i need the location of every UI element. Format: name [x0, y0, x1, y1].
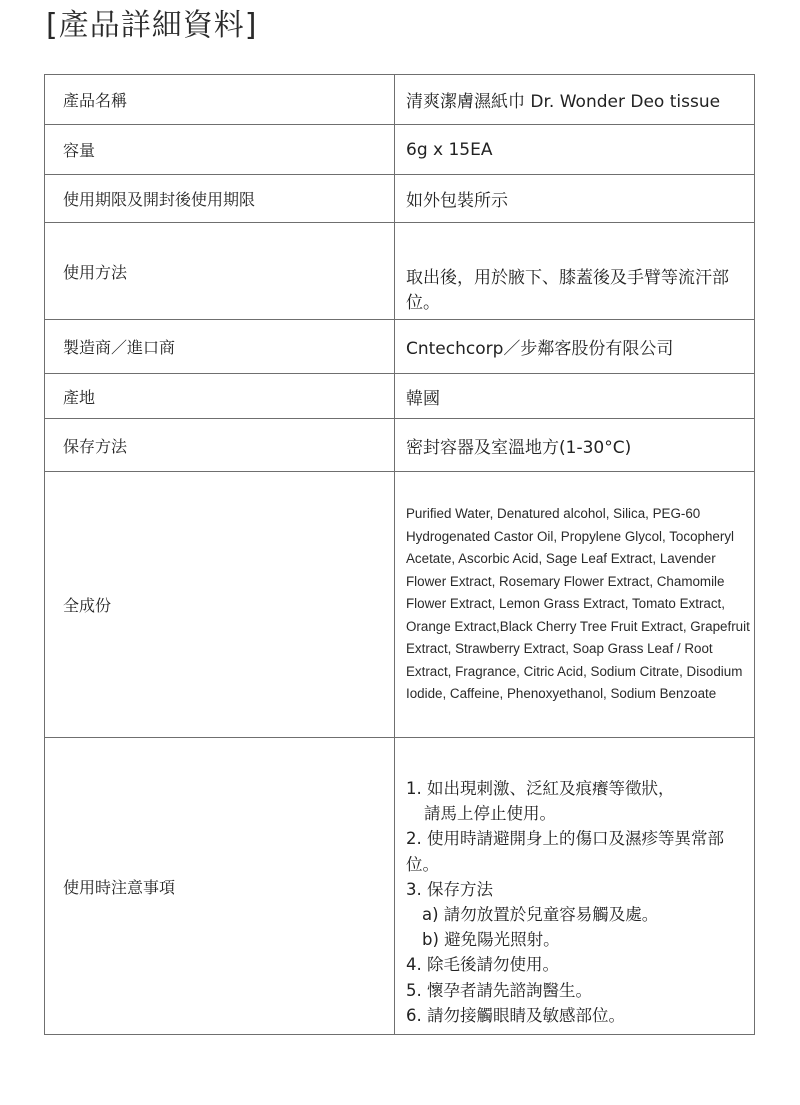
caution-item: 3. 保存方法	[406, 879, 493, 899]
product-name-label: 產品名稱	[45, 75, 395, 125]
table-row-cautions	[45, 738, 755, 1035]
caution-item: 2. 使用時請避開身上的傷口及濕疹等異常部位。	[406, 829, 724, 874]
capacity-value: 6g x 15EA	[395, 125, 755, 175]
page-title: [產品詳細資料]	[46, 8, 258, 43]
caution-item: 4. 除毛後請勿使用。	[406, 955, 559, 975]
ingredients-label: 全成份	[45, 472, 395, 738]
storage-value: 密封容器及室溫地方(1-30°C)	[395, 419, 755, 472]
usage-value: 取出後，用於腋下、膝蓋後及手臂等流汗部位。	[406, 268, 729, 313]
table-row-product-name	[45, 75, 755, 125]
table-row-capacity	[45, 125, 755, 175]
manufacturer-value: Cntechcorp／步鄰客股份有限公司	[395, 320, 755, 374]
caution-item: 6. 請勿接觸眼睛及敏感部位。	[406, 1005, 625, 1025]
product-spec-table	[44, 74, 755, 1035]
table-row-ingredients	[45, 472, 755, 738]
table-row-usage	[45, 223, 755, 320]
ingredients-value: Purified Water, Denatured alcohol, Silica, PEG-60 Hydrogenated Castor Oil, Propylene Glycol, Tocopheryl Acetate, Ascorbic Acid, Sage Leaf Extract, Lavender Flower Extract, Rosemary Flower Extract, Chamomile Flower Extract, Lemon Grass Extract, Tomato Extract, Orange Extract,Black Cherry Tree Fruit Extract, Grapefruit Extract, Strawberry Extract, Soap Grass Leaf / Root Extract, Fragrance, Citric Acid, Sodium Citrate, Disodium Iodide, Caffeine, Phenoxyethanol, Sodium Benzoate	[406, 506, 750, 702]
ingredients-cell	[395, 472, 755, 738]
cautions-list	[406, 776, 750, 1028]
caution-item: a) 請勿放置於兒童容易觸及處。	[422, 905, 659, 925]
table-row-origin	[45, 374, 755, 419]
caution-item: 請馬上停止使用。	[424, 804, 556, 824]
cautions-label: 使用時注意事項	[45, 738, 395, 1035]
cautions-cell	[395, 738, 755, 1035]
origin-value: 韓國	[395, 374, 755, 419]
usage-label: 使用方法	[45, 223, 395, 320]
table-row-manufacturer	[45, 320, 755, 374]
storage-label: 保存方法	[45, 419, 395, 472]
origin-label: 產地	[45, 374, 395, 419]
usage-cell	[395, 223, 755, 320]
manufacturer-label: 製造商／進口商	[45, 320, 395, 374]
product-name-value: 清爽潔膚濕紙巾 Dr. Wonder Deo tissue	[395, 75, 755, 125]
expiry-value: 如外包裝所示	[395, 175, 755, 223]
caution-item: 5. 懷孕者請先諮詢醫生。	[406, 980, 592, 1000]
table-row-storage	[45, 419, 755, 472]
table-row-expiry	[45, 175, 755, 223]
expiry-label: 使用期限及開封後使用期限	[45, 175, 395, 223]
capacity-label: 容量	[45, 125, 395, 175]
caution-item: 1. 如出現刺激、泛紅及痕癢等徵狀，	[406, 779, 675, 798]
caution-item: b) 避免陽光照射。	[422, 930, 560, 950]
